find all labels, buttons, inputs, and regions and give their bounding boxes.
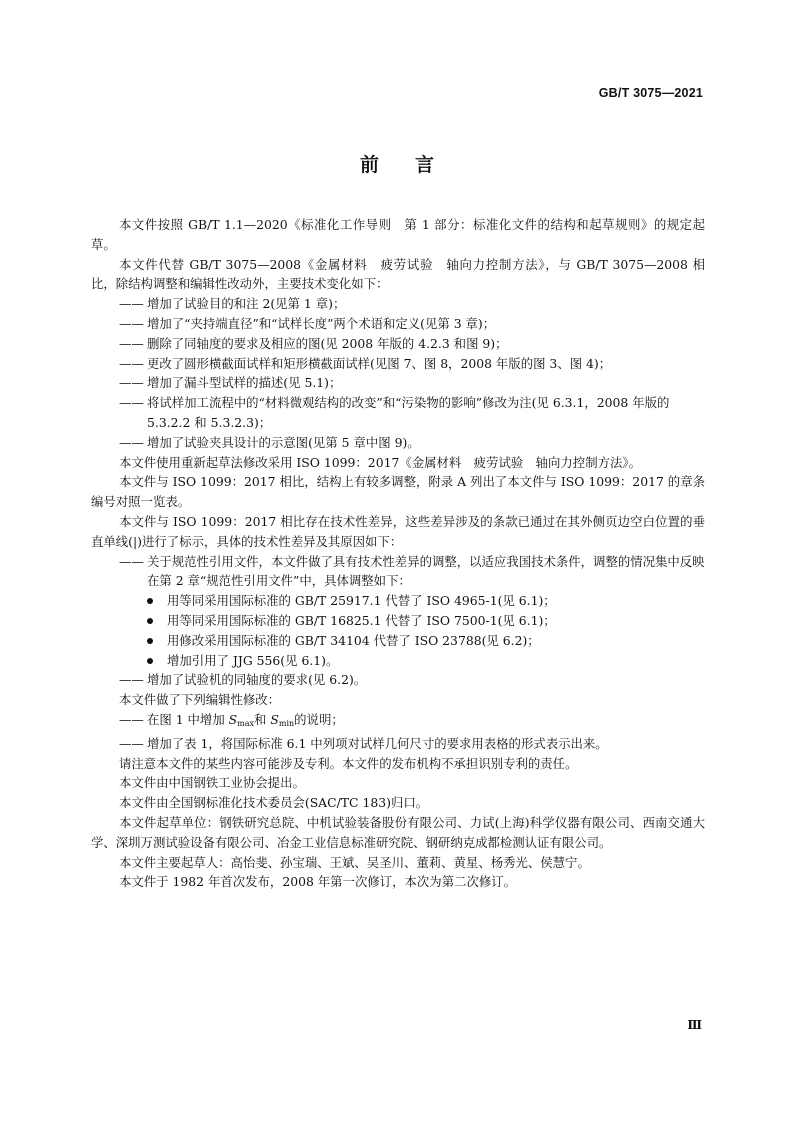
bullet-dot-icon (147, 598, 153, 604)
dash-mark: —— (119, 735, 144, 751)
dash-mark: —— (119, 315, 144, 331)
paragraph: 本文件做了下列编辑性修改： (119, 692, 281, 708)
paragraph: 本文件按照 GB/T 1.1—2020《标准化工作导则 第 1 部分：标准化文件的结构和起草规则》的规定起草。 (91, 217, 705, 252)
paragraph: 本文件于 1982 年首次发布，2008 年第一次修订，本次为第二次修订。 (119, 874, 517, 890)
change-item: —— 增加了漏斗型试样的描述(见 5.1)； (91, 373, 705, 393)
dash-mark: —— (119, 672, 144, 688)
dash-mark: —— (119, 395, 144, 411)
title-char-2: 言 (415, 154, 435, 176)
paragraph: 本文件代替 GB/T 3075—2008《金属材料 疲劳试验 轴向力控制方法》，与 GB/T 3075—2008 相比，除结构调整和编辑性改动外，主要技术变化如下： (91, 256, 705, 292)
dash-mark: —— (119, 711, 144, 727)
paragraph: 本文件主要起草人：高怡斐、孙宝瑞、王斌、吴圣川、董莉、黄星、杨秀光、侯慧宁。 (119, 854, 590, 870)
difference-item: —— 增加了试验机的同轴度的要求(见 6.2)。 (91, 670, 705, 690)
paragraph: 本文件使用重新起草法修改采用 ISO 1099：2017《金属材料 疲劳试验 轴向力控制方法》。 (119, 454, 641, 470)
document-body (91, 215, 705, 892)
edit-item: —— 在图 1 中增加 $S_{max}$和 $S_{min}$的说明； (119, 711, 344, 728)
bullet-item: 增加引用了 JJG 556(见 6.1)。 (91, 651, 705, 671)
dash-mark: —— (119, 553, 144, 569)
bullet-item: 用修改采用国际标准的 GB/T 34104 代替了 ISO 23788(见 6.2)； (91, 631, 705, 651)
bullet-item: 用等同采用国际标准的 GB/T 16825.1 代替了 ISO 7500-1(见 6.1)； (91, 611, 705, 631)
paragraph: 本文件与 ISO 1099：2017 相比存在技术性差异，这些差异涉及的条款已通过在其外侧页边空白位置的垂直单线(|)进行了标示，具体的技术性差异及其原因如下： (91, 513, 705, 549)
bullet-dot-icon (147, 658, 153, 664)
edit-item: —— 增加了表 1，将国际标准 6.1 中列项对试样几何尺寸的要求用表格的形式表示出来。 (91, 734, 705, 754)
dash-mark: —— (119, 296, 144, 312)
difference-item: —— 关于规范性引用文件，本文件做了具有技术性差异的调整，以适应我国技术条件，调整的情况集中反映在第 2 章“规范性引用文件”中，具体调整如下： (119, 553, 705, 589)
paragraph: 请注意本文件的某些内容可能涉及专利。本文件的发布机构不承担识别专利的责任。 (119, 755, 578, 771)
bullet-item: 用等同采用国际标准的 GB/T 25917.1 代替了 ISO 4965-1(见 6.1)； (91, 591, 705, 611)
change-item: —— 更改了圆形横截面试样和矩形横截面试样(见图 7、图 8，2008 年版的图 3、图 4)； (91, 354, 705, 374)
change-item: —— 增加了“夹持端直径”和“试样长度”两个术语和定义(见第 3 章)； (91, 314, 705, 334)
paragraph: 本文件由中国钢铁工业协会提出。 (119, 775, 305, 791)
dash-mark: —— (119, 434, 144, 450)
title-char-1: 前 (359, 154, 379, 176)
change-item: —— 增加了试验夹具设计的示意图(见第 5 章中图 9)。 (91, 433, 705, 453)
dash-mark: —— (119, 335, 144, 351)
standard-code: GB/T 3075—2021 (598, 86, 703, 100)
dash-mark: —— (119, 355, 144, 371)
dash-mark: —— (119, 375, 144, 391)
paragraph: 本文件由全国钢标准化技术委员会(SAC/TC 183)归口。 (119, 795, 429, 811)
change-item: —— 增加了试验目的和注 2(见第 1 章)； (91, 294, 705, 314)
change-item: —— 将试样加工流程中的“材料微观结构的改变”和“污染物的影响”修改为注(见 6.3.1，2008 年版的 5.3.2.2 和 5.3.2.3)； (119, 395, 670, 430)
change-item: —— 删除了同轴度的要求及相应的图(见 2008 年版的 4.2.3 和图 9)； (91, 334, 705, 354)
page-title (0, 150, 794, 177)
bullet-dot-icon (147, 618, 153, 624)
paragraph: 本文件起草单位：钢铁研究总院、中机试验装备股份有限公司、力试(上海)科学仪器有限公司、西南交通大学、深圳万测试验设备有限公司、冶金工业信息标准研究院、钢研纳克成都检测认证有限公司。 (91, 814, 705, 850)
bullet-dot-icon (147, 638, 153, 644)
page-number: Ⅲ (687, 1018, 702, 1032)
paragraph: 本文件与 ISO 1099：2017 相比，结构上有较多调整，附录 A 列出了本文件与 ISO 1099：2017 的章条编号对照一览表。 (91, 474, 705, 510)
